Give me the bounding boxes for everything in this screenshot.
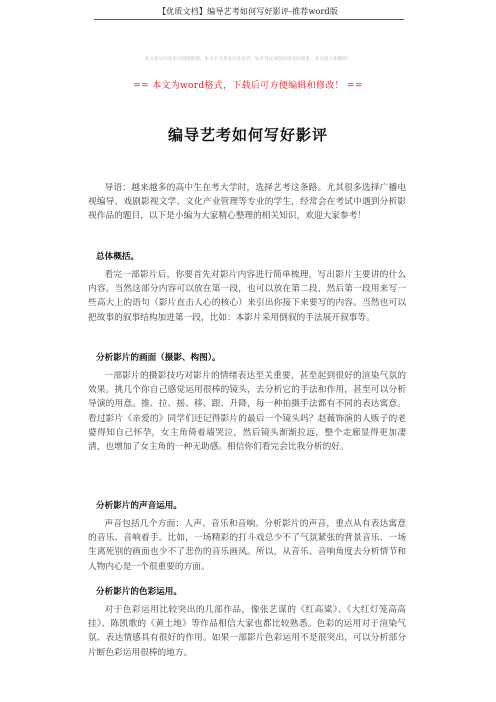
- section-heading-summary: 总体概括。: [96, 252, 139, 262]
- section-body-color: 对于色彩运用比较突出的几部作品，像张艺谋的《红高粱》、《大红灯笼高高挂》、陈凯歌的《黄土地》等作品相信大家也都比较熟悉。色彩的运用对于渲染气氛、表达情感具有很好的作用。如果一部影片色彩运用不是很突出，可以分析部分片断色彩运用很棒的地方。: [88, 605, 406, 658]
- section-heading-sound: 分析影片的声音运用。: [96, 501, 182, 511]
- section-heading-color: 分析影片的色彩运用。: [96, 587, 182, 597]
- intro-paragraph: 导语：越来越多的高中生在考大学时，选择艺考这条路。尤其很多选择广播电视编导、戏剧影视文学、文化产业管理等专业的学生，经常会在考试中遇到分析影视作品的题目，以下是小编为大家精心整理的相关知识，欢迎大家参考！: [88, 183, 406, 222]
- banner-divider: [94, 19, 404, 20]
- section-body-cinematography: 一部影片的摄影技巧对影片的情绪表达至关重要，甚至起到很好的渲染气氛的效果。挑几个你自己感觉运用很棒的镜头，去分析它的手法和作用，甚至可以分析导演的用意。推、拉、摇、移、跟、升降，每一种拍摄手法都有不同的表达寓意。看过影片《亲爱的》同学们还记得影片的最后一个镜头吗？赵薇饰演的人贩子的老婆得知自己怀孕，女主角倚着墙哭泣，然后镜头渐渐拉远，整个走廊显得更加凄清，也增加了女主角的一种无助感。相信你们看完会比我分析的好。: [88, 371, 406, 453]
- document-banner: 【优质文档】编导艺考如何写好影评-推荐word版: [157, 7, 339, 16]
- section-body-summary: 看完一部影片后，你要首先对影片内容进行简单梳理，写出影片主要讲的什么内容。当然这部分内容可以放在第一段，也可以放在第二段，然后第一段用来写一些高大上的语句（影片直击人心的核心）来引出你接下来要写的内容。当然也可以把故事的叙事结构加进第一段，比如：本影片采用倒叙的手法展开叙事等。: [88, 270, 406, 323]
- format-notice: == 本文为word格式，下载后可方便编辑和修改！ ==: [133, 81, 363, 91]
- page-title: 编导艺考如何写好影评: [167, 126, 328, 144]
- disclaimer-text: 本文部分内容来自网络整理，本司不为其真实性负责，如有异议或侵权请及时联系，本司将立即删除！: [144, 57, 352, 62]
- section-heading-cinematography: 分析影片的画面（摄影、构图）。: [96, 353, 221, 363]
- section-body-sound: 声音包括几个方面：人声、音乐和音响。分析影片的声音，重点从有表达寓意的音乐、音响着手。比如，一场精彩的打斗戏总少不了气氛紧张的背景音乐、一场生离死别的画面也少不了悲伤的音乐画风。所以，从音乐、音响角度去分析情节和人物内心是一个很重要的方面。: [88, 519, 406, 572]
